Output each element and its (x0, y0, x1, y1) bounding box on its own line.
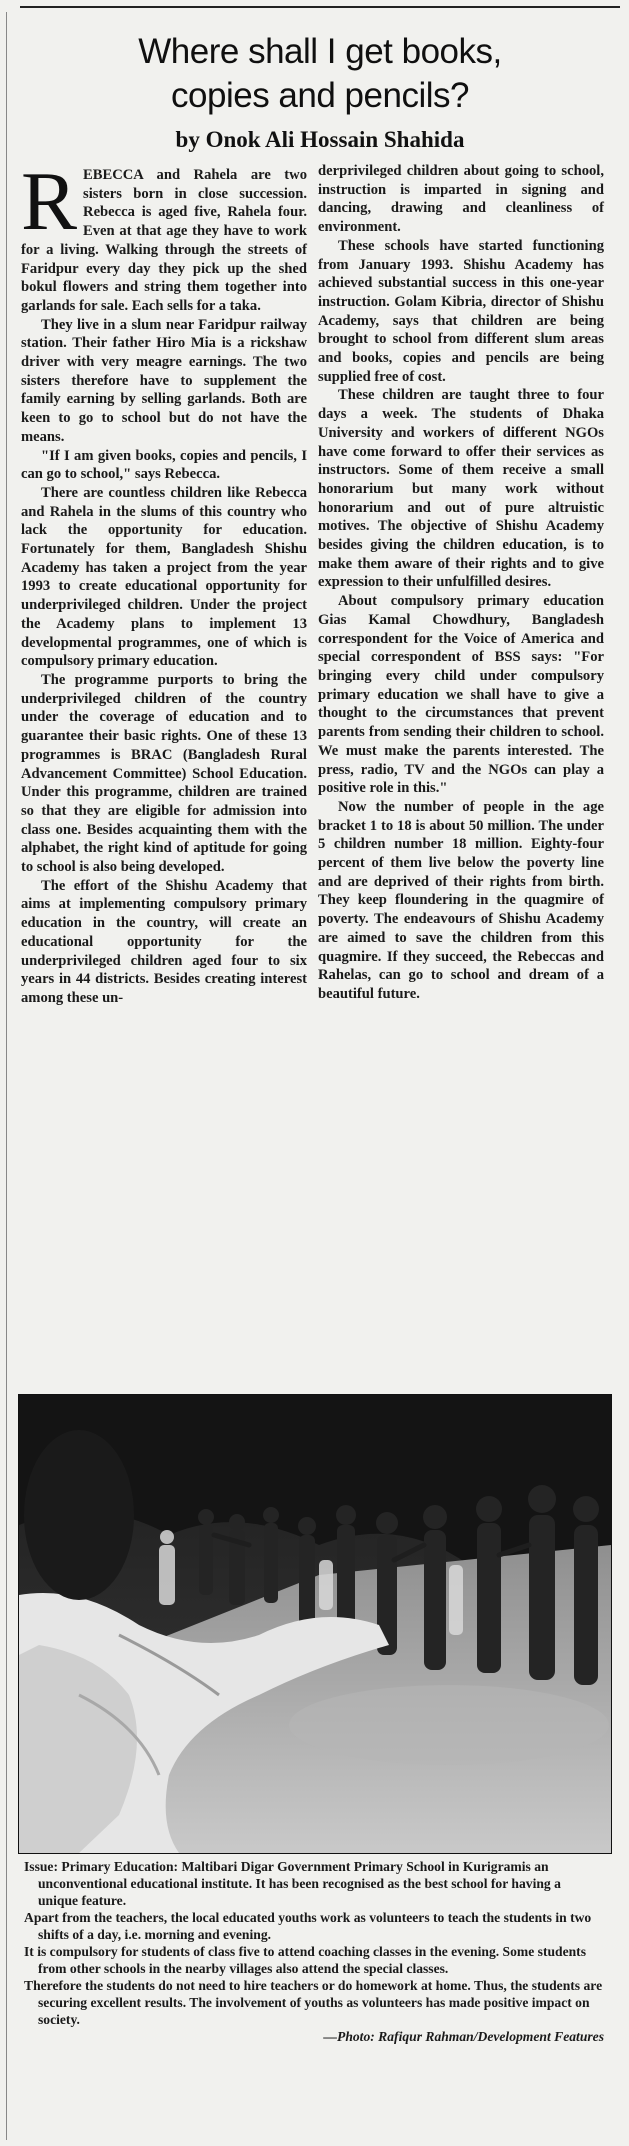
photo-caption (24, 1858, 604, 2045)
byline: by Onok Ali Hossain Shahida (175, 127, 465, 152)
photo-credit: —Photo: Rafiqur Rahman/Development Features (323, 2029, 604, 2044)
article-paragraph: There are countless children like Rebecca and Rahela in the slums of this country who lack the opportunity for education. Fortunately for them, Bangladesh Shishu Academy has taken a project from the year 1993 to create educational opportunity for underprivileged children. Under the project the Academy plans to implement 13 developmental programmes, one of which is compulsory primary education. (21, 484, 307, 670)
dropcap: R (21, 155, 78, 248)
article-column-right (318, 162, 604, 1004)
caption-line: Therefore the students do not need to hire teachers or do homework at home. Thus, the students are securing excellent results. The involvement of youths as volunteers has made positive impact on society. (24, 1978, 603, 2027)
article-paragraph: These children are taught three to four days a week. The students of Dhaka University and workers of different NGOs have come forward to offer their services as instructors. Some of them receive a small honorarium but many work without honorarium and out of pure altruistic motives. The objective of Shishu Academy besides giving the children education, is to make them aware of their rights and to give expression to their unfulfilled desires. (318, 387, 604, 591)
top-rule (20, 6, 620, 8)
headline-line-1: Where shall I get books, (138, 32, 502, 71)
headline-line-2: copies and pencils? (171, 76, 469, 115)
schoolyard-photo (19, 1395, 611, 1853)
article-paragraph: They live in a slum near Faridpur railway station. Their father Hiro Mia is a rickshaw driver with very meagre earnings. The two sisters therefore have to supplement the family earning by selling garlands. Both are keen to go to school but do not have the means. (21, 316, 307, 445)
caption-line: It is compulsory for students of class five to attend coaching classes in the evening. Some students from other schools in the nearby villages also attend the special classes. (24, 1944, 587, 1976)
news-photo (18, 1394, 612, 1854)
article-column-left (21, 155, 307, 1008)
article-paragraph: The effort of the Shishu Academy that aims at implementing compulsory primary education in the country, will create an educational opportunity for the underprivileged children aged four to six years in 44 districts. Besides creating interest among these un- (21, 877, 307, 1006)
article-paragraph: REBECCA and Rahela are two sisters born in close succession. Rebecca is aged five, Rahela four. Even at that age they have to work for a living. Walking through the streets of Faridpur every day they pick up the shed bokul flowers and string them together into garlands for sale. Each sells for a taka. (21, 155, 307, 314)
article-paragraph: "If I am given books, copies and pencils, I can go to school," says Rebecca. (21, 447, 307, 483)
article-paragraph: The programme purports to bring the underprivileged children of the country under the coverage of education and to guarantee their basic rights. One of these 13 programmes is BRAC (Bangladesh Rural Advancement Committee) School Education. Under this programme, children are trained so that they are eligible for admission into class one. Besides acquainting them with the alphabet, the right kind of aptitude for going to school is also being developed. (21, 671, 307, 876)
article-paragraph: Now the number of people in the age bracket 1 to 18 is about 50 million. The under 5 children number 18 million. Eighty-four percent of them live below the poverty line and are deprived of their rights from birth. They keep floundering in the quagmire of poverty. The endeavours of Shishu Academy are aimed to save the children from this quagmire. If they succeed, the Rebeccas and Rahelas, can go to school and dream of a beautiful future. (318, 798, 604, 1002)
caption-line: Issue: Primary Education: Maltibari Digar Government Primary School in Kurigramis an unconventional educational institute. It has been recognised as the best school for having a unique feature. (24, 1859, 561, 1908)
article-paragraph: derprivileged children about going to school, instruction is imparted in signing and dancing, drawing and cleanliness of environment. (318, 163, 604, 236)
caption-line: Apart from the teachers, the local educated youths work as volunteers to teach the students in two shifts of a day, i.e. morning and evening. (24, 1910, 592, 1942)
article-paragraph: These schools have started functioning from January 1993. Shishu Academy has achieved substantial success in this one-year instruction. Golam Kibria, director of Shishu Academy, says that children are being brought to school from different slum areas and books, copies and pencils are being supplied free of cost. (318, 237, 604, 385)
article-paragraph: About compulsory primary education Gias Kamal Chowdhury, Bangladesh correspondent for the Voice of America and special correspondent of BSS says: "For bringing every child under compulsory primary education we shall have to give a thought to the circumstances that prevent parents from sending their children to school. We must make the parents interested. The press, radio, TV and the NGOs can play a positive role in this." (318, 593, 604, 797)
headline (20, 30, 620, 118)
